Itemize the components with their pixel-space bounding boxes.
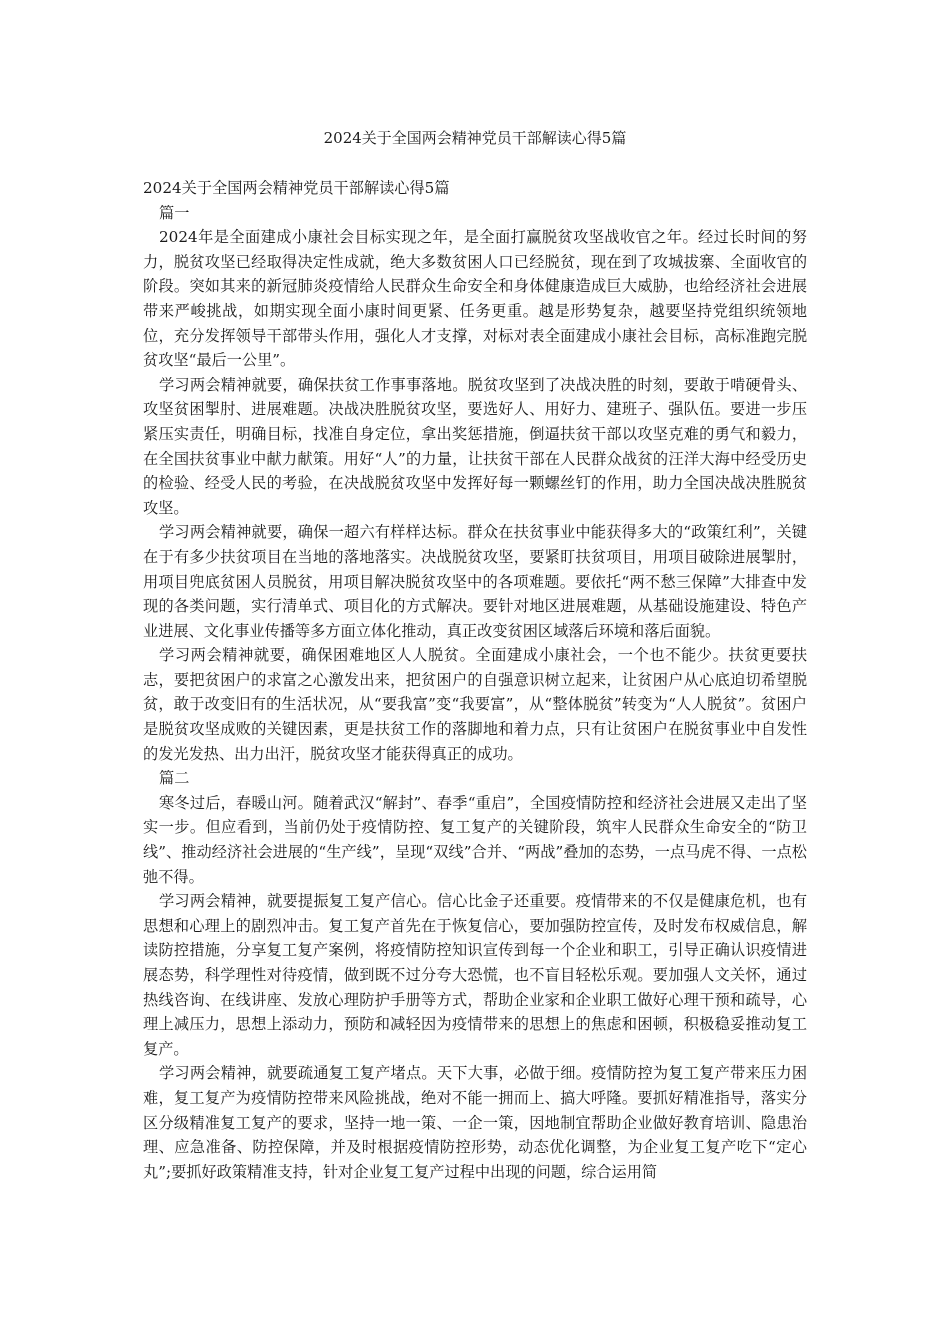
paragraph: 寒冬过后，春暖山河。随着武汉“解封”、春季“重启”，全国疫情防控和经济社会进展又走出了坚实一步。但应看到，当前仍处于疫情防控、复工复产的关键阶段，筑牢人民群众生命安全的“防卫线”、推动经济社会进展的“生产线”，呈现“双线”合并、“两战”叠加的态势，一点马虎不得、一点松弛不得。 [143, 793, 807, 886]
section-label: 篇一 [159, 203, 190, 222]
paragraph: 学习两会精神就要，确保困难地区人人脱贫。全面建成小康社会，一个也不能少。扶贫更要扶志，要把贫困户的求富之心激发出来，把贫困户的自强意识树立起来，让贫困户从心底迫切希望脱贫，敢于改变旧有的生活状况，从“要我富”变“我要富”，从“整体脱贫”转变为“人人脱贫”。贫困户是脱贫攻坚成败的关键因素，更是扶贫工作的落脚地和着力点，只有让贫困户在脱贫事业中自发性的发光发热、出力出汗，脱贫攻坚才能获得真正的成功。 [143, 646, 807, 763]
paragraph: 学习两会精神，就要疏通复工复产堵点。天下大事，必做于细。疫情防控为复工复产带来压力困难，复工复产为疫情防控带来风险挑战，绝对不能一拥而上、搞大呼隆。要抓好精准指导，落实分区分级精准复工复产的要求，坚持一地一策、一企一策，因地制宜帮助企业做好教育培训、隐患治理、应急准备、防控保障，并及时根据疫情防控形势，动态优化调整，为企业复工复产吃下“定心丸”;要抓好政策精准支持，针对企业复工复产过程中出现的问题，综合运用简 [143, 1064, 807, 1181]
section-label: 篇二 [159, 769, 190, 788]
paragraph: 学习两会精神，就要提振复工复产信心。信心比金子还重要。疫情带来的不仅是健康危机，也有思想和心理上的剧烈冲击。复工复产首先在于恢复信心，要加强防控宣传，及时发布权威信息，解读防控措施，分享复工复产案例，将疫情防控知识宣传到每一个企业和职工，引导正确认识疫情进展态势，科学理性对待疫情，做到既不过分夸大恐慌，也不盲目轻松乐观。要加强人文关怀，通过热线咨询、在线讲座、发放心理防护手册等方式，帮助企业家和企业职工做好心理干预和疏导，心理上减压力，思想上添动力，预防和减轻因为疫情带来的思想上的焦虑和困顿，积极稳妥推动复工复产。 [143, 892, 807, 1058]
paragraph: 学习两会精神就要，确保一超六有样样达标。群众在扶贫事业中能获得多大的“政策红利”，关键在于有多少扶贫项目在当地的落地落实。决战脱贫攻坚，要紧盯扶贫项目，用项目破除进展掣肘，用项目兜底贫困人员脱贫，用项目解决脱贫攻坚中的各项难题。要依托“两不愁三保障”大排查中发现的各类问题，实行清单式、项目化的方式解决。要针对地区进展难题，从基础设施建设、特色产业进展、文化事业传播等多方面立体化推动，真正改变贫困区域落后环境和落后面貌。 [143, 523, 807, 640]
document-body [143, 176, 807, 1184]
paragraph: 2024年是全面建成小康社会目标实现之年，是全面打赢脱贫攻坚战收官之年。经过长时间的努力，脱贫攻坚已经取得决定性成就，绝大多数贫困人口已经脱贫，现在到了攻城拔寨、全面收官的阶段。突如其来的新冠肺炎疫情给人民群众生命安全和身体健康造成巨大威胁，也给经济社会进展带来严峻挑战，如期实现全面小康时间更紧、任务更重。越是形势复杂，越要坚持党组织统领地位，充分发挥领导干部带头作用，强化人才支撑，对标对表全面建成小康社会目标，高标准跑完脱贫攻坚“最后一公里”。 [143, 228, 807, 370]
paragraph: 学习两会精神就要，确保扶贫工作事事落地。脱贫攻坚到了决战决胜的时刻，要敢于啃硬骨头、攻坚贫困掣肘、进展难题。决战决胜脱贫攻坚，要选好人、用好力、建班子、强队伍。要进一步压紧压实责任，明确目标，找准自身定位，拿出奖惩措施，倒逼扶贫干部以攻坚克难的勇气和毅力，在全国扶贫事业中献力献策。用好“人”的力量，让扶贫干部在人民群众战贫的汪洋大海中经受历史的检验、经受人民的考验，在决战脱贫攻坚中发挥好每一颗螺丝钉的作用，助力全国决战决胜脱贫攻坚。 [143, 375, 807, 517]
document-title: 2024关于全国两会精神党员干部解读心得5篇 [323, 129, 627, 147]
document-subtitle: 2024关于全国两会精神党员干部解读心得5篇 [143, 179, 450, 197]
